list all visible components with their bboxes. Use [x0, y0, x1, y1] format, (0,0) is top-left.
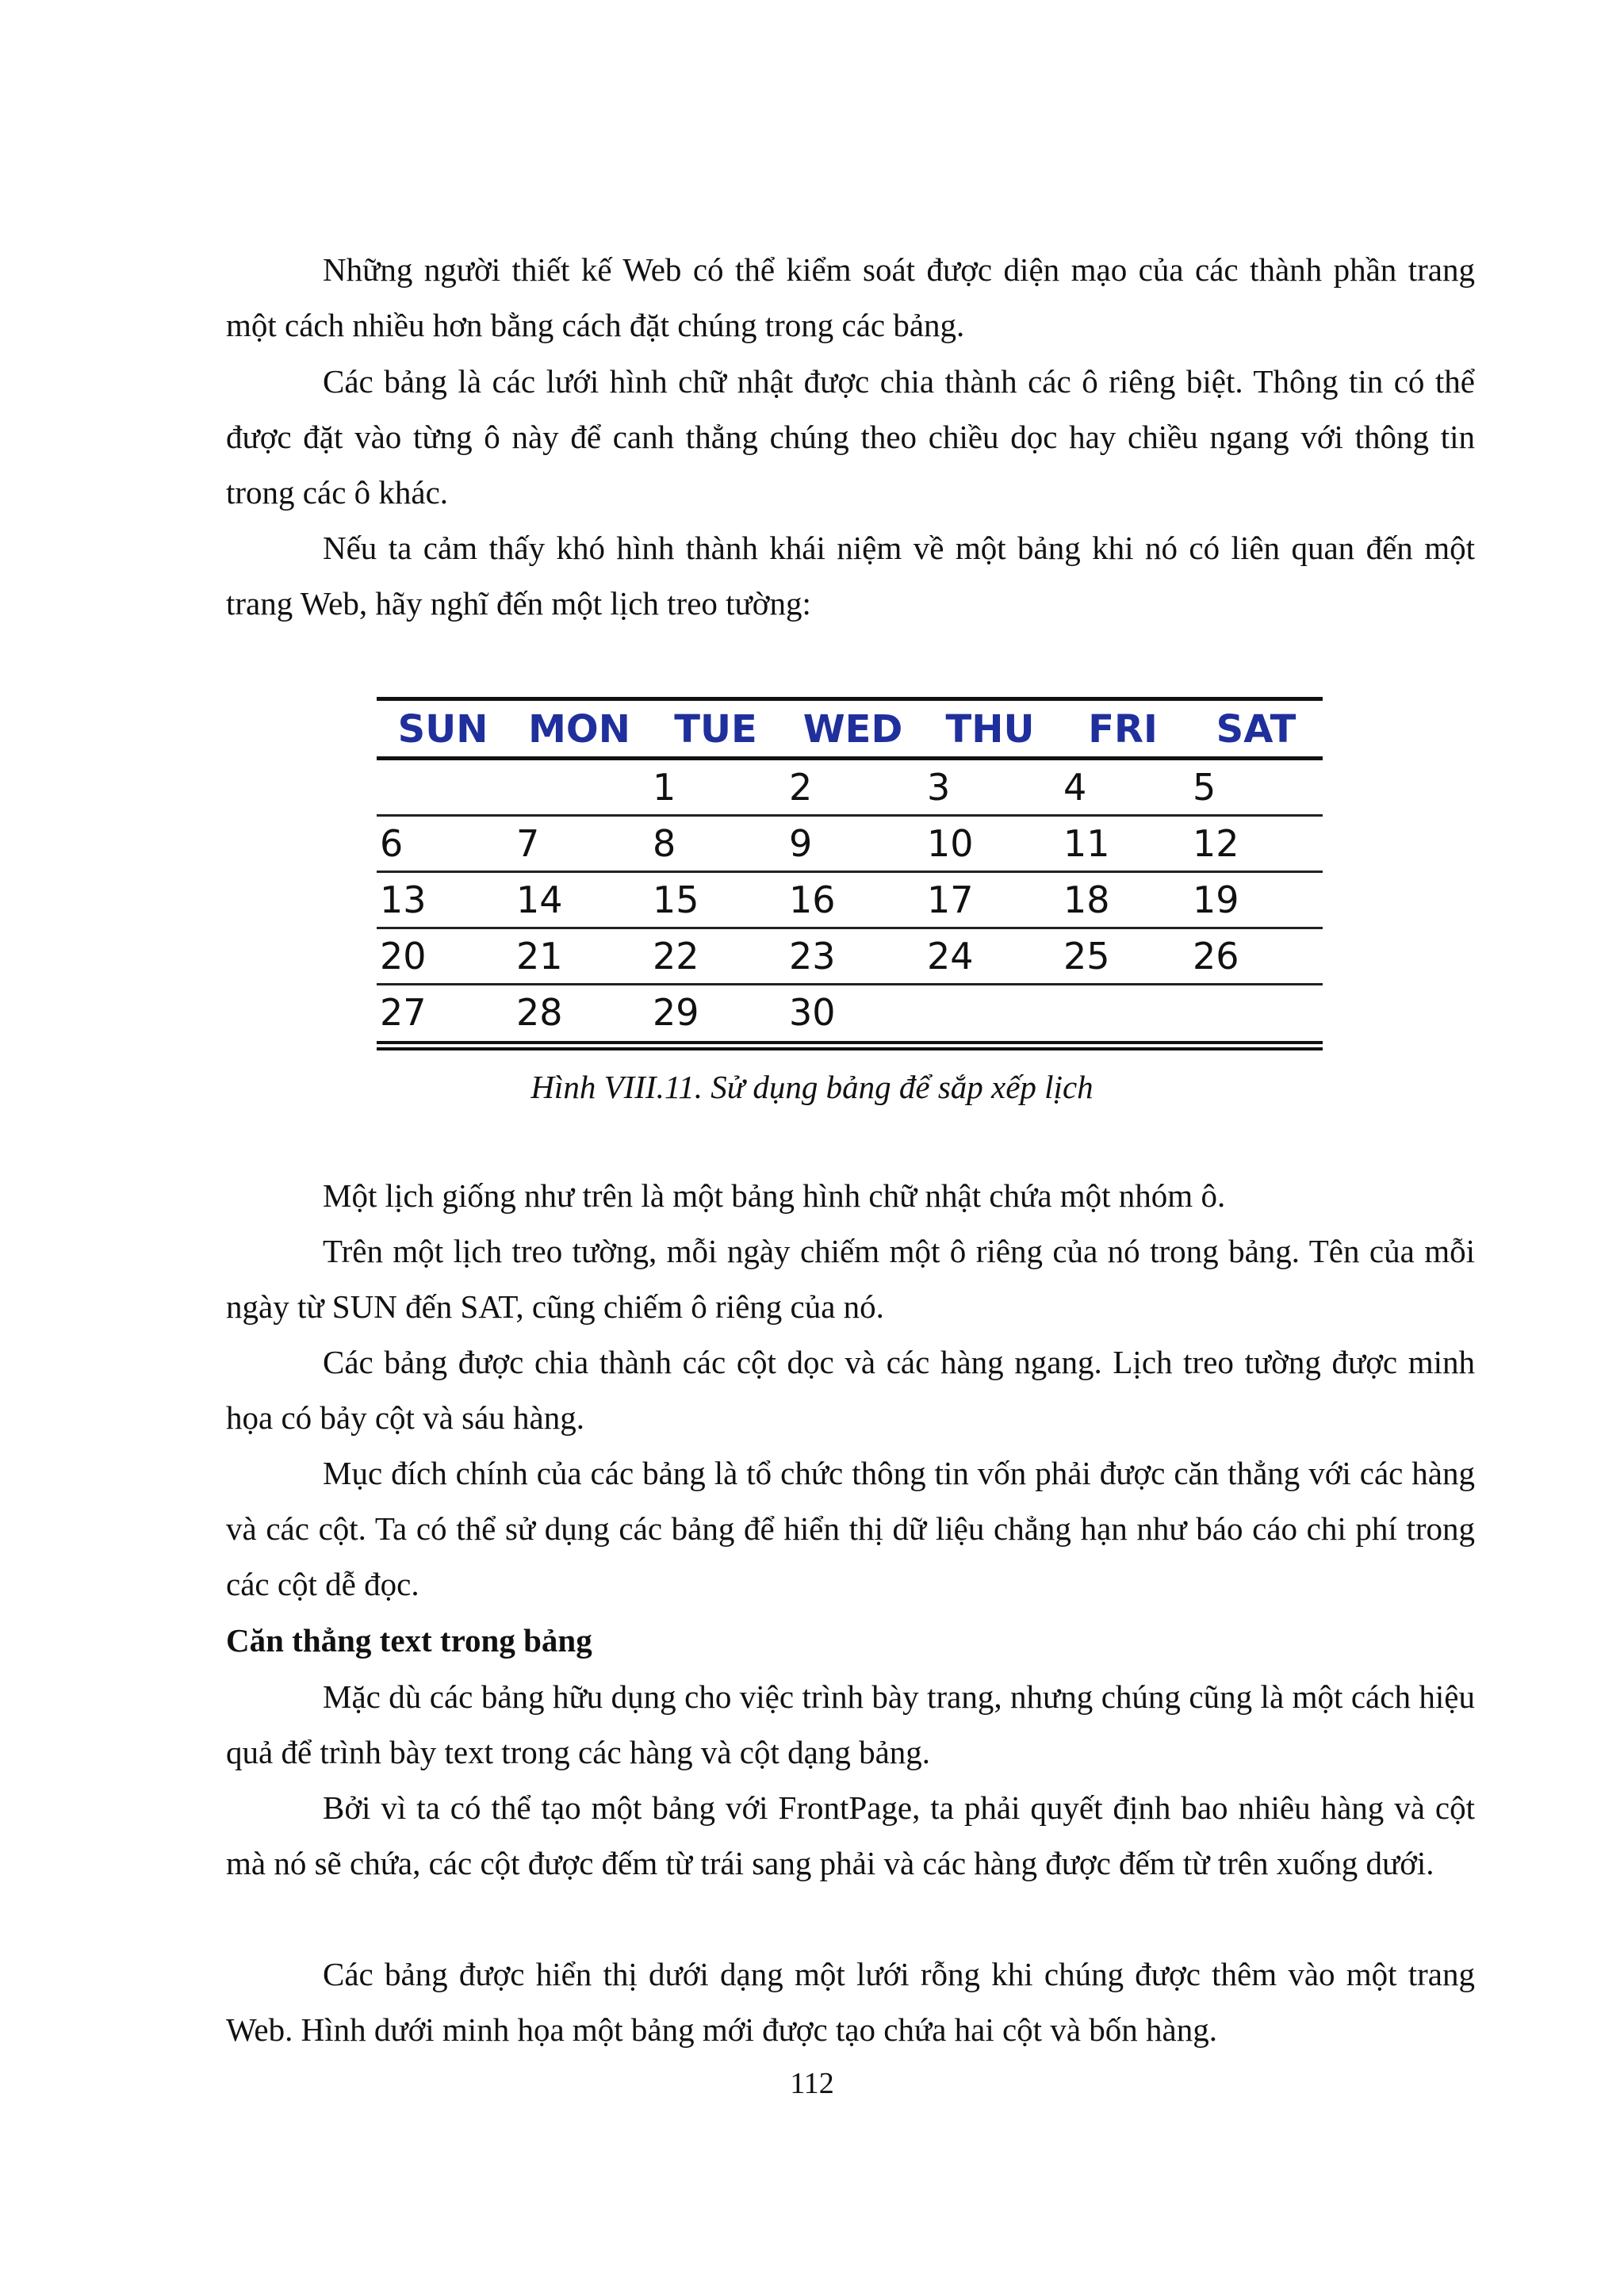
calendar-date-cell	[513, 760, 645, 814]
calendar-date-cell: 1	[653, 766, 676, 809]
calendar-day-header: THU	[945, 707, 1035, 752]
calendar-date-cell	[377, 760, 509, 814]
paragraph-frontpage-rows-columns: Bởi vì ta có thể tạo một bảng với FrontPage, ta phải quyết định bao nhiêu hàng và cột mà nó sẽ chứa, các cột được đếm từ trái sang phải và các hàng được đếm từ trên xuống dưới.	[226, 1789, 1475, 1881]
calendar-date-cell: 29	[653, 991, 699, 1034]
calendar-date-cell: 18	[1063, 878, 1110, 921]
calendar-week-row	[377, 873, 1323, 929]
calendar-date-cell: 26	[1193, 935, 1239, 978]
calendar-date-cell	[1189, 985, 1323, 1039]
calendar-day-header: TUE	[674, 707, 757, 752]
calendar-week-row	[377, 929, 1323, 985]
calendar-date-cell: 27	[380, 991, 427, 1034]
calendar-date-cell: 9	[789, 822, 813, 865]
calendar-table	[377, 697, 1323, 1050]
calendar-date-cell: 16	[789, 878, 836, 921]
section-heading: Căn thẳng text trong bảng	[226, 1622, 592, 1659]
calendar-week-row	[377, 985, 1323, 1039]
calendar-date-cell: 22	[653, 935, 699, 978]
calendar-date-cell: 17	[927, 878, 974, 921]
calendar-day-header: MON	[528, 707, 630, 752]
paragraph-each-day-cell: Trên một lịch treo tường, mỗi ngày chiếm một ô riêng của nó trong bảng. Tên của mỗi ngày từ SUN đến SAT, cũng chiếm ô riêng của nó.	[226, 1233, 1475, 1325]
calendar-date-cell: 2	[789, 766, 813, 809]
calendar-date-cell: 13	[380, 878, 427, 921]
paragraph-columns-rows: Các bảng được chia thành các cột dọc và các hàng ngang. Lịch treo tường được minh họa có bảy cột và sáu hàng.	[226, 1344, 1475, 1436]
page-number: 112	[790, 2067, 834, 2100]
calendar-date-cell: 21	[516, 935, 563, 978]
calendar-date-cell: 15	[653, 878, 699, 921]
calendar-date-cell: 11	[1063, 822, 1110, 865]
calendar-day-header: WED	[802, 707, 903, 752]
calendar-date-cell: 28	[516, 991, 563, 1034]
calendar-date-cell: 23	[789, 935, 836, 978]
paragraph-empty-grid: Các bảng được hiển thị dưới dạng một lưới rỗng khi chúng được thêm vào một trang Web. Hình dưới minh họa một bảng mới được tạo chứa hai cột và bốn hàng.	[226, 1956, 1475, 2048]
calendar-date-cell	[924, 985, 1056, 1039]
paragraph-wall-calendar-intro: Nếu ta cảm thấy khó hình thành khái niệm về một bảng khi nó có liên quan đến một trang Web, hãy nghĩ đến một lịch treo tường:	[226, 530, 1475, 622]
calendar-date-cell: 19	[1193, 878, 1239, 921]
calendar-header-row	[377, 701, 1323, 760]
calendar-day-header: FRI	[1088, 707, 1158, 752]
calendar-week-row	[377, 760, 1323, 817]
figure-caption: Hình VIII.11. Sử dụng bảng để sắp xếp lịch	[530, 1069, 1094, 1105]
calendar-date-cell: 20	[380, 935, 427, 978]
calendar-date-cell: 7	[516, 822, 540, 865]
calendar-day-header: SAT	[1216, 707, 1297, 752]
calendar-date-cell: 4	[1063, 766, 1087, 809]
calendar-date-cell	[1060, 985, 1185, 1039]
calendar-date-cell: 5	[1193, 766, 1216, 809]
paragraph-tables-grids: Các bảng là các lưới hình chữ nhật được chia thành các ô riêng biệt. Thông tin có thể được đặt vào từng ô này để canh thẳng chúng theo chiều dọc hay chiều ngang với thông tin trong các ô khác.	[226, 363, 1475, 511]
paragraph-table-purpose: Mục đích chính của các bảng là tổ chức thông tin vốn phải được căn thẳng với các hàng và các cột. Ta có thể sử dụng các bảng để hiển thị dữ liệu chẳng hạn như báo cáo chi phí trong các cột dễ đọc.	[226, 1455, 1475, 1602]
calendar-date-cell: 6	[380, 822, 404, 865]
calendar-day-header: SUN	[397, 707, 488, 752]
calendar-date-cell: 3	[927, 766, 951, 809]
calendar-date-cell: 25	[1063, 935, 1110, 978]
calendar-bottom-rule	[377, 1041, 1323, 1050]
calendar-date-cell: 12	[1193, 822, 1239, 865]
paragraph-tables-useful: Mặc dù các bảng hữu dụng cho việc trình bày trang, nhưng chúng cũng là một cách hiệu quả để trình bày text trong các hàng và cột dạng bảng.	[226, 1678, 1475, 1770]
calendar-date-cell: 14	[516, 878, 563, 921]
calendar-week-row	[377, 817, 1323, 873]
calendar-date-cell: 30	[789, 991, 836, 1034]
calendar-date-cell: 10	[927, 822, 974, 865]
paragraph-calendar-is-table: Một lịch giống như trên là một bảng hình chữ nhật chứa một nhóm ô.	[323, 1177, 1226, 1214]
paragraph-web-designers: Những người thiết kế Web có thể kiểm soát được diện mạo của các thành phần trang một cách nhiều hơn bằng cách đặt chúng trong các bảng.	[226, 251, 1475, 343]
calendar-date-cell: 8	[653, 822, 676, 865]
calendar-date-cell: 24	[927, 935, 974, 978]
